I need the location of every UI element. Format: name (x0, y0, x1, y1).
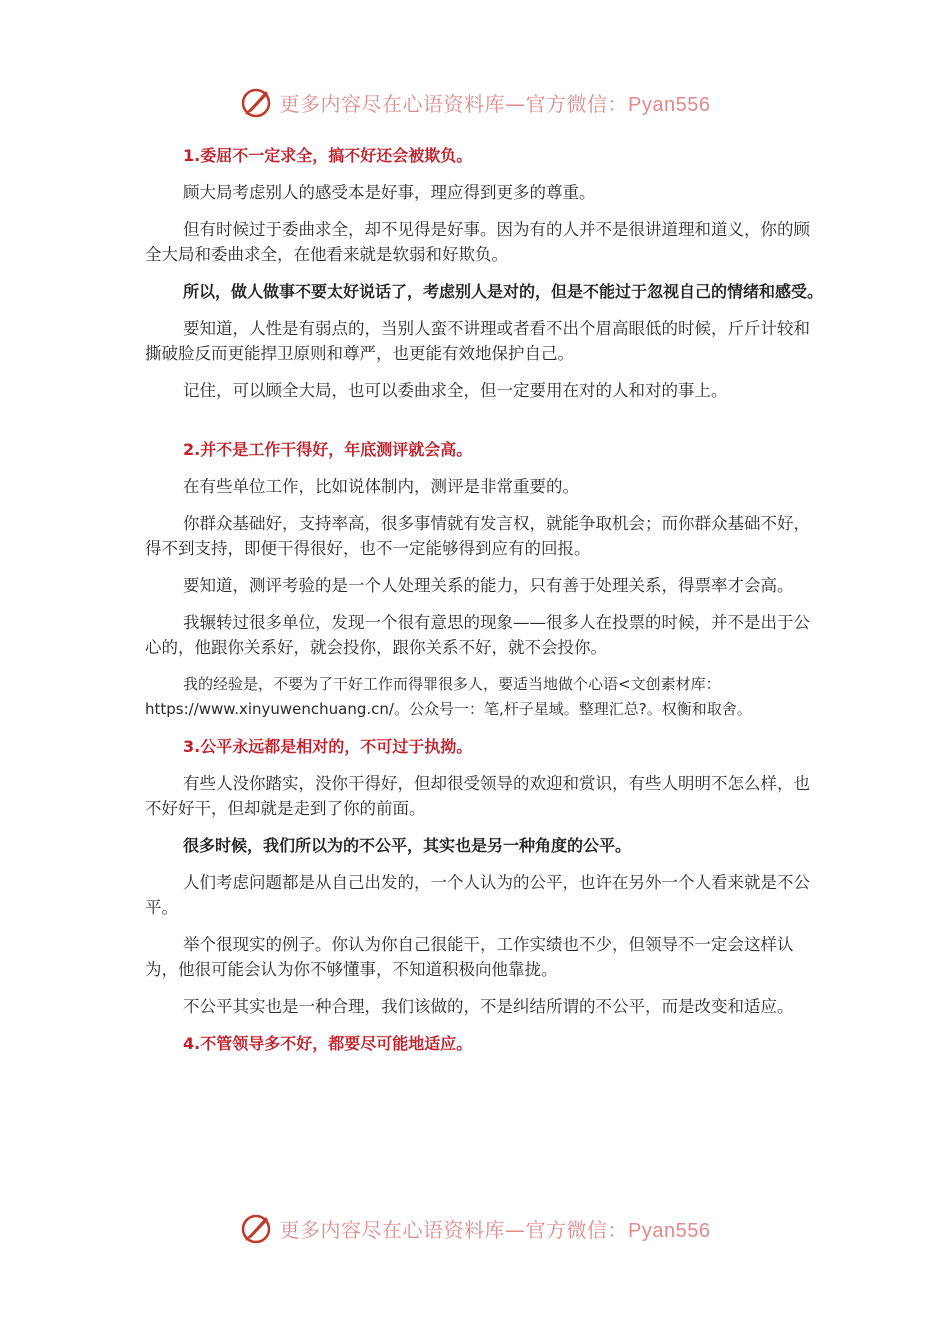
paragraph: 要知道，测评考验的是一个人处理关系的能力，只有善于处理关系，得票率才会高。 (183, 576, 794, 595)
quill-logo-icon (240, 85, 274, 119)
paragraph: 顾大局考虑别人的感受本是好事，理应得到更多的尊重。 (183, 183, 596, 202)
paragraph: 举个很现实的例子。你认为你自己很能干，工作实绩也不少，但领导不一定会这样认为，他很可能会认为你不够懂事，不知道积极向他靠拢。 (145, 935, 794, 979)
banner-text: 更多内容尽在心语资料库—官方微信：Pyan556 (279, 1217, 711, 1242)
paragraph: 你群众基础好，支持率高，很多事情就有发言权，就能争取机会；而你群众基础不好，得不到支持，即便干得很好，也不一定能够得到应有的回报。 (145, 514, 810, 558)
paragraph: 人们考虑问题都是从自己出发的，一个人认为的公平，也许在另外一个人看来就是不公平。 (145, 873, 810, 917)
paragraph-bold: 很多时候，我们所以为的不公平，其实也是另一种角度的公平。 (183, 836, 632, 855)
section-heading: 3.公平永远都是相对的，不可过于执拗。 (183, 737, 473, 756)
paragraph: 不公平其实也是一种合理，我们该做的，不是纠结所谓的不公平，而是改变和适应。 (183, 997, 794, 1016)
section-heading: 2.并不是工作干得好，年底测评就会高。 (183, 440, 473, 459)
paragraph-bold: 所以，做人做事不要太好说话了，考虑别人是对的，但是不能过于忽视自己的情绪和感受。 (183, 282, 824, 301)
quill-logo-icon (240, 1211, 274, 1245)
paragraph: 要知道，人性是有弱点的，当别人蛮不讲理或者看不出个眉高眼低的时候，斤斤计较和撕破脸反而更能捍卫原则和尊严，也更能有效地保护自己。 (145, 319, 810, 363)
paragraph: 记住，可以顾全大局，也可以委曲求全，但一定要用在对的人和对的事上。 (183, 381, 728, 400)
paragraph: 在有些单位工作，比如说体制内，测评是非常重要的。 (183, 477, 579, 496)
section-heading: 4.不管领导多不好，都要尽可能地适应。 (183, 1034, 473, 1053)
footer-banner (0, 1208, 950, 1248)
paragraph: 我的经验是，不要为了干好工作而得罪很多人，要适当地做个心语<文创素材库：https://www.xinyuwenchuang.cn/。公众号一：笔,杆子星域。整理汇总?。权衡和取舍。 (145, 675, 752, 718)
paragraph: 有些人没你踏实，没你干得好，但却很受领导的欢迎和赏识，有些人明明不怎么样，也不好好干，但却就是走到了你的前面。 (145, 774, 810, 818)
paragraph: 但有时候过于委曲求全，却不见得是好事。因为有的人并不是很讲道理和道义，你的顾全大局和委曲求全，在他看来就是软弱和好欺负。 (145, 220, 810, 264)
paragraph: 我辗转过很多单位，发现一个很有意思的现象——很多人在投票的时候，并不是出于公心的，他跟你关系好，就会投你，跟你关系不好，就不会投你。 (145, 613, 810, 657)
banner-text: 更多内容尽在心语资料库—官方微信：Pyan556 (279, 91, 711, 116)
article-body (145, 143, 825, 1068)
section-heading: 1.委屈不一定求全，搞不好还会被欺负。 (183, 146, 473, 165)
header-banner (0, 82, 950, 122)
